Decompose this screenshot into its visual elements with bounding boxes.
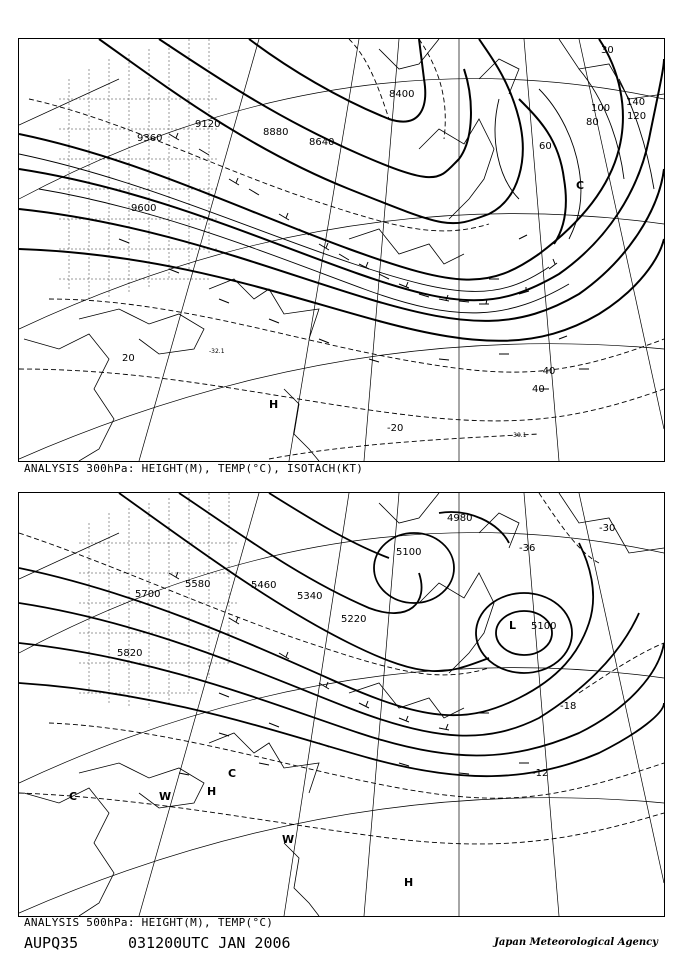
isotach-label: 60 bbox=[539, 141, 552, 152]
cold-center-symbol: C bbox=[69, 790, 78, 803]
height-label: 9360 bbox=[137, 133, 163, 144]
isotach-label: 40 bbox=[532, 384, 545, 395]
wind-barbs bbox=[119, 133, 589, 461]
height-contours bbox=[19, 39, 664, 341]
isotherm-label: -36 bbox=[519, 543, 536, 554]
isotach-label: 20 bbox=[122, 353, 135, 364]
isotherm-label: -20 bbox=[387, 423, 404, 434]
height-label: 5460 bbox=[251, 580, 277, 591]
coastlines bbox=[24, 39, 664, 461]
graticule bbox=[19, 39, 664, 461]
low-pressure-symbol: L bbox=[509, 619, 517, 632]
isotach-label: 120 bbox=[627, 111, 647, 122]
high-pressure-symbol: H bbox=[404, 876, 414, 889]
isotach-label: 80 bbox=[586, 117, 599, 128]
height-label: 5700 bbox=[135, 589, 161, 600]
map-500hpa bbox=[18, 492, 665, 917]
height-label: 8640 bbox=[309, 137, 335, 148]
isotachs bbox=[19, 69, 654, 313]
isotach-label: 100 bbox=[591, 103, 611, 114]
height-label: 9600 bbox=[131, 203, 157, 214]
map-300hpa-chart bbox=[19, 39, 664, 461]
cold-center-symbol: C bbox=[228, 767, 237, 780]
height-label: 5100 bbox=[396, 547, 422, 558]
caption-500hpa: ANALYSIS 500hPa: HEIGHT(M), TEMP(°C) bbox=[24, 916, 274, 929]
isotherm-label: -30.1 bbox=[511, 432, 527, 439]
warm-center-symbol: W bbox=[159, 790, 172, 803]
caption-300hpa: ANALYSIS 300hPa: HEIGHT(M), TEMP(°C), ISOTACH(KT) bbox=[24, 462, 364, 475]
height-label: 5220 bbox=[341, 614, 367, 625]
isotach-label: 140 bbox=[626, 97, 646, 108]
height-contours bbox=[19, 493, 664, 776]
height-label: 8880 bbox=[263, 127, 289, 138]
map-500hpa-chart bbox=[19, 493, 664, 916]
valid-time: 031200UTC JAN 2006 bbox=[128, 934, 291, 952]
agency-name: Japan Meteorological Agency bbox=[494, 937, 658, 948]
wind-barbs bbox=[169, 572, 529, 775]
height-label: 5100 bbox=[531, 621, 557, 632]
isotherm-label: -30 bbox=[599, 523, 616, 534]
isotach-label: 30 bbox=[601, 45, 614, 56]
map-300hpa bbox=[18, 38, 665, 462]
height-label: 5340 bbox=[297, 591, 323, 602]
high-pressure-symbol: H bbox=[207, 785, 217, 798]
height-label: 4980 bbox=[447, 513, 473, 524]
isotherm-labels bbox=[209, 348, 555, 439]
height-label: 5820 bbox=[117, 648, 143, 659]
product-code: AUPQ35 bbox=[24, 934, 79, 952]
height-labels bbox=[131, 89, 414, 214]
height-label: 8400 bbox=[389, 89, 415, 100]
height-label: 9120 bbox=[195, 119, 221, 130]
warm-center-symbol: W bbox=[282, 833, 295, 846]
isotherm-label: -18 bbox=[560, 701, 577, 712]
isotherm-label: -32.1 bbox=[209, 348, 225, 355]
cold-center-symbol: C bbox=[576, 179, 585, 192]
isotherm-label: -12 bbox=[532, 768, 549, 779]
isotherm-label: -40 bbox=[539, 366, 556, 377]
high-pressure-symbol: H bbox=[269, 398, 279, 411]
isotherms bbox=[19, 493, 664, 844]
hatched-area bbox=[79, 493, 239, 708]
height-label: 5580 bbox=[185, 579, 211, 590]
